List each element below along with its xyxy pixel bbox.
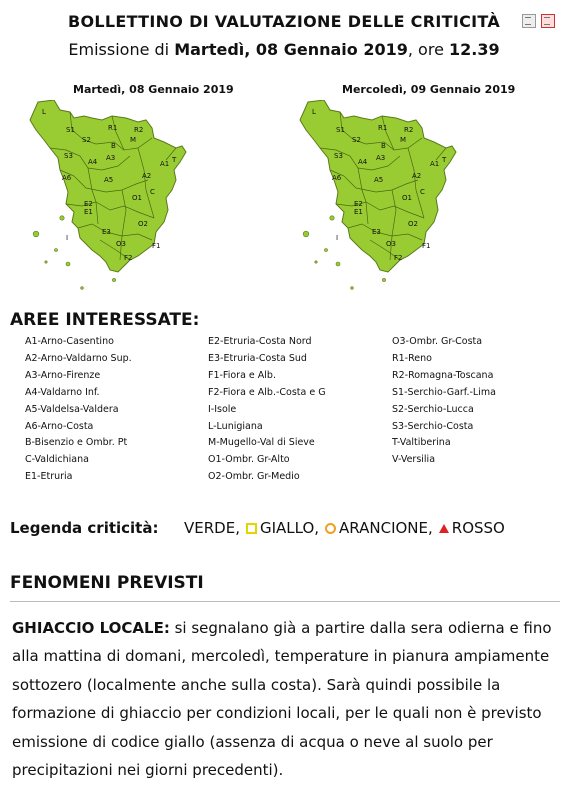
area-item: A1-Arno-Casentino (25, 336, 114, 347)
area-item: R1-Reno (392, 352, 432, 364)
legenda-arancione: ARANCIONE, (339, 519, 433, 537)
area-item: B-Bisenzio e Ombr. Pt (25, 437, 128, 449)
fenomeni-heading: GHIACCIO LOCALE: (12, 619, 170, 637)
island (60, 216, 64, 220)
zone-label: A6 (62, 174, 72, 182)
zone-label: A5 (374, 176, 384, 184)
divider (10, 601, 560, 602)
zone-label: E1 (354, 208, 363, 216)
zone-label: A6 (332, 174, 342, 182)
zone-label: F1 (422, 242, 431, 250)
area-item: M-Mugello-Val di Sieve (208, 437, 315, 449)
area-item: A6-Arno-Costa (25, 420, 94, 432)
zone-label: R1 (108, 124, 118, 132)
zone-label: E1 (84, 208, 93, 216)
zone-label: O3 (386, 240, 396, 248)
legenda-verde: VERDE, (184, 519, 240, 537)
area-item: A5-Valdelsa-Valdera (25, 403, 119, 415)
zone-label: L (312, 108, 316, 116)
red-triangle-icon (439, 524, 449, 533)
zone-label: S2 (352, 136, 361, 144)
area-item: A4-Valdarno Inf. (25, 386, 100, 398)
island (315, 261, 317, 263)
zone-label: S1 (336, 126, 345, 134)
area-item: O3-Ombr. Gr-Costa (392, 336, 483, 347)
fenomeni-paragraph (12, 614, 562, 784)
zone-label: S2 (82, 136, 91, 144)
emission-time: 12.39 (449, 40, 500, 59)
zone-label: T (172, 156, 177, 164)
zone-label: B (111, 142, 116, 150)
zone-label: R2 (134, 126, 144, 134)
area-item: I-Isole (208, 403, 237, 415)
zone-label: F2 (124, 254, 133, 262)
zone-label: O3 (116, 240, 126, 248)
zone-label: O2 (408, 220, 418, 228)
pdf-icon[interactable] (541, 14, 555, 28)
zone-label: A1 (160, 160, 170, 168)
island (81, 287, 84, 290)
area-item: S3-Serchio-Costa (392, 420, 474, 432)
zone-label: C (420, 188, 425, 196)
island (45, 261, 47, 263)
zone-label: A2 (142, 172, 152, 180)
emission-date: Martedì, 08 Gennaio 2019 (174, 40, 408, 59)
zone-label: A3 (106, 154, 116, 162)
area-item: S1-Serchio-Garf.-Lima (392, 386, 496, 398)
island (382, 278, 385, 281)
zone-label: E3 (372, 228, 381, 236)
map-tomorrow[interactable] (296, 100, 472, 304)
zone-label: S1 (66, 126, 75, 134)
legenda-rosso: ROSSO (451, 519, 505, 537)
area-item: O2-Ombr. Gr-Medio (208, 471, 300, 483)
legenda-giallo: GIALLO, (259, 519, 320, 537)
island (112, 278, 115, 281)
aree-title: AREE INTERESSATE: (10, 310, 200, 330)
zone-label: F1 (152, 242, 161, 250)
zone-label: A1 (430, 160, 440, 168)
zone-label: E3 (102, 228, 111, 236)
fenomeni-title: FENOMENI PREVISTI (10, 573, 204, 593)
area-item: T-Valtiberina (392, 437, 451, 449)
aree-col-2 (208, 334, 326, 486)
print-icon[interactable] (522, 14, 536, 28)
area-item: E1-Etruria (25, 471, 73, 483)
island (303, 231, 309, 237)
zone-label: S3 (334, 152, 343, 160)
zone-label: M (130, 136, 137, 144)
zone-label: I (66, 234, 69, 242)
zone-label: E2 (84, 200, 93, 208)
island (351, 287, 354, 290)
aree-col-3 (392, 334, 496, 469)
zone-label: C (150, 188, 155, 196)
zone-label: I (336, 234, 339, 242)
island (66, 262, 70, 266)
zone-label: M (400, 136, 407, 144)
area-item: C-Valdichiana (25, 454, 89, 466)
bulletin-title: BOLLETTINO DI VALUTAZIONE DELLE CRITICITÀ (67, 12, 501, 31)
tuscany-map-svg (26, 100, 202, 300)
zone-label: E2 (354, 200, 363, 208)
map-right-title: Mercoledì, 09 Gennaio 2019 (342, 83, 516, 96)
map-today[interactable] (26, 100, 202, 304)
header-icons (522, 14, 555, 28)
area-item: S2-Serchio-Lucca (392, 403, 474, 415)
area-item: A2-Arno-Valdarno Sup. (25, 352, 132, 364)
zone-label: S3 (64, 152, 73, 160)
zone-label: F2 (394, 254, 403, 262)
zone-label: R2 (404, 126, 414, 134)
emission-prefix: Emissione di (68, 40, 175, 59)
area-item: E3-Etruria-Costa Sud (208, 352, 307, 364)
emission-line (0, 40, 568, 59)
zone-label: R1 (378, 124, 388, 132)
area-item: F1-Fiora e Alb. (208, 369, 276, 381)
island (55, 249, 58, 252)
area-item: V-Versilia (392, 454, 436, 466)
zone-label: O1 (402, 194, 412, 202)
island (330, 216, 334, 220)
zone-label: O2 (138, 220, 148, 228)
zone-label: T (442, 156, 447, 164)
zone-label: L (42, 108, 46, 116)
tuscany-map-svg (296, 100, 472, 300)
island (325, 249, 328, 252)
legenda-label: Legenda criticità: (10, 519, 159, 537)
zone-label: O1 (132, 194, 142, 202)
orange-circle-icon (325, 523, 336, 534)
island (33, 231, 39, 237)
area-item: F2-Fiora e Alb.-Costa e G (208, 386, 326, 398)
island (336, 262, 340, 266)
aree-col-1 (25, 334, 132, 486)
zone-label: A2 (412, 172, 422, 180)
fenomeni-text: si segnalano già a partire dalla sera odierna e fino alla mattina di domani, mercoledì, temperature in pianura ampiamente sottozero (localmente anche sulla costa). Sarà quindi possibile la formazione di ghiaccio per condizioni locali, per le quali non è previsto emissione di codice giallo (assenza di acqua o neve al suolo per precipitazioni nei giorni precedenti). (12, 619, 552, 780)
zone-label: A4 (88, 158, 98, 166)
map-left-title: Martedì, 08 Gennaio 2019 (73, 83, 234, 96)
area-item: R2-Romagna-Toscana (392, 369, 494, 381)
area-item: E2-Etruria-Costa Nord (208, 336, 312, 347)
area-item: O1-Ombr. Gr-Alto (208, 454, 290, 466)
zone-label: A5 (104, 176, 114, 184)
yellow-square-icon (246, 523, 257, 534)
emission-mid: , ore (407, 40, 449, 59)
zone-label: B (381, 142, 386, 150)
area-item: A3-Arno-Firenze (25, 369, 101, 381)
zone-label: A3 (376, 154, 386, 162)
area-item: L-Lunigiana (208, 420, 263, 432)
zone-label: A4 (358, 158, 368, 166)
